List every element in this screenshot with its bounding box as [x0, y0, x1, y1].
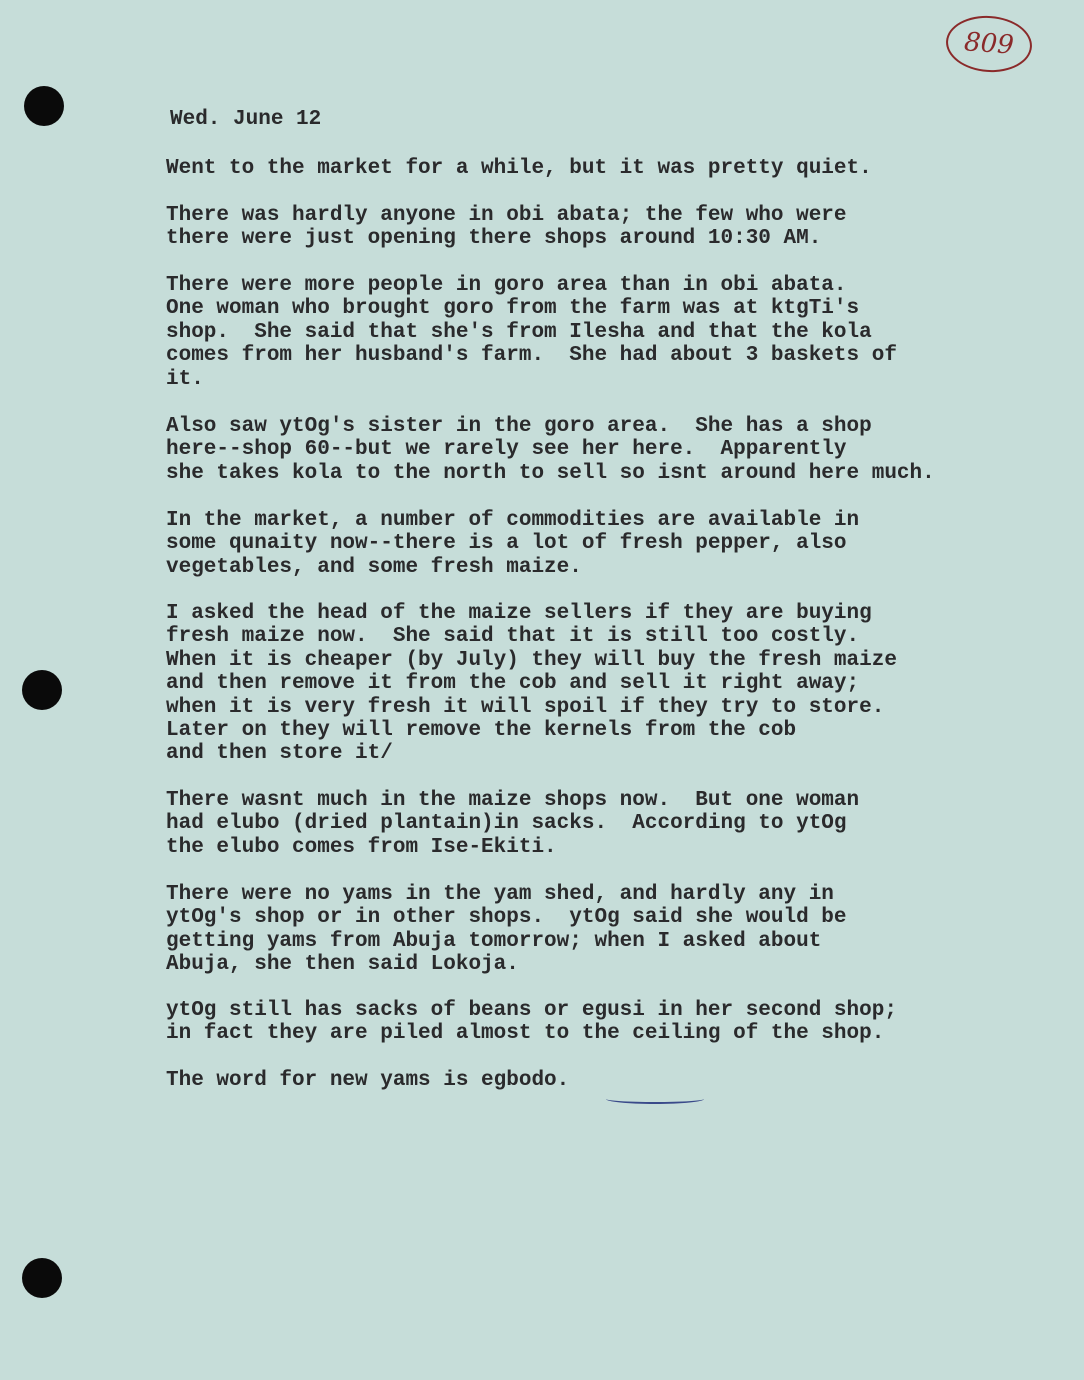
paragraph-beans-egusi: ytOg still has sacks of beans or egusi in her second shop; in fact they are piled almost to the ceiling of the shop.: [166, 999, 897, 1046]
paragraph-new-yams: The word for new yams is egbodo.: [166, 1069, 570, 1092]
paragraph-elubo: There wasnt much in the maize shops now. But one woman had elubo (dried plantain)in sacks. According to ytOg the elubo comes from Ise-Ekiti.: [166, 789, 860, 859]
entry-date: Wed. June 12: [170, 108, 322, 131]
paragraph-commodities: In the market, a number of commodities are available in some qunaity now--there is a lot of fresh pepper, also vegetables, and some fresh maize.: [166, 509, 860, 579]
handwritten-underline: [606, 1094, 704, 1104]
paragraph-market-visit: Went to the market for a while, but it was pretty quiet.: [166, 157, 872, 180]
paragraph-maize-sellers: I asked the head of the maize sellers if they are buying fresh maize now. She said that it is still too costly. When it is cheaper (by July) they will buy the fresh maize and then remove it from the cob and sell it right away; when it is very fresh it will spoil if they try to store. Later on they will remove the kernels from the cob and then store it/: [166, 602, 897, 766]
punch-hole-bottom: [22, 1258, 62, 1298]
paragraph-yams: There were no yams in the yam shed, and hardly any in ytOg's shop or in other shops. ytOg said she would be getting yams from Abuja tomorrow; when I asked about Abuja, she then said Lokoja.: [166, 883, 847, 977]
punch-hole-top: [24, 86, 64, 126]
page-number-circled: 809: [944, 13, 1034, 75]
paragraph-sister: Also saw ytOg's sister in the goro area. She has a shop here--shop 60--but we rarely see her here. Apparently she takes kola to the north to sell so isnt around here much.: [166, 415, 935, 485]
paragraph-obi-abata: There was hardly anyone in obi abata; the few who were there were just opening there shops around 10:30 AM.: [166, 204, 847, 251]
punch-hole-middle: [22, 670, 62, 710]
paragraph-goro-area: There were more people in goro area than in obi abata. One woman who brought goro from the farm was at ktgTi's shop. She said that she's from Ilesha and that the kola comes from her husband's farm. She had about 3 baskets of it.: [166, 274, 897, 391]
